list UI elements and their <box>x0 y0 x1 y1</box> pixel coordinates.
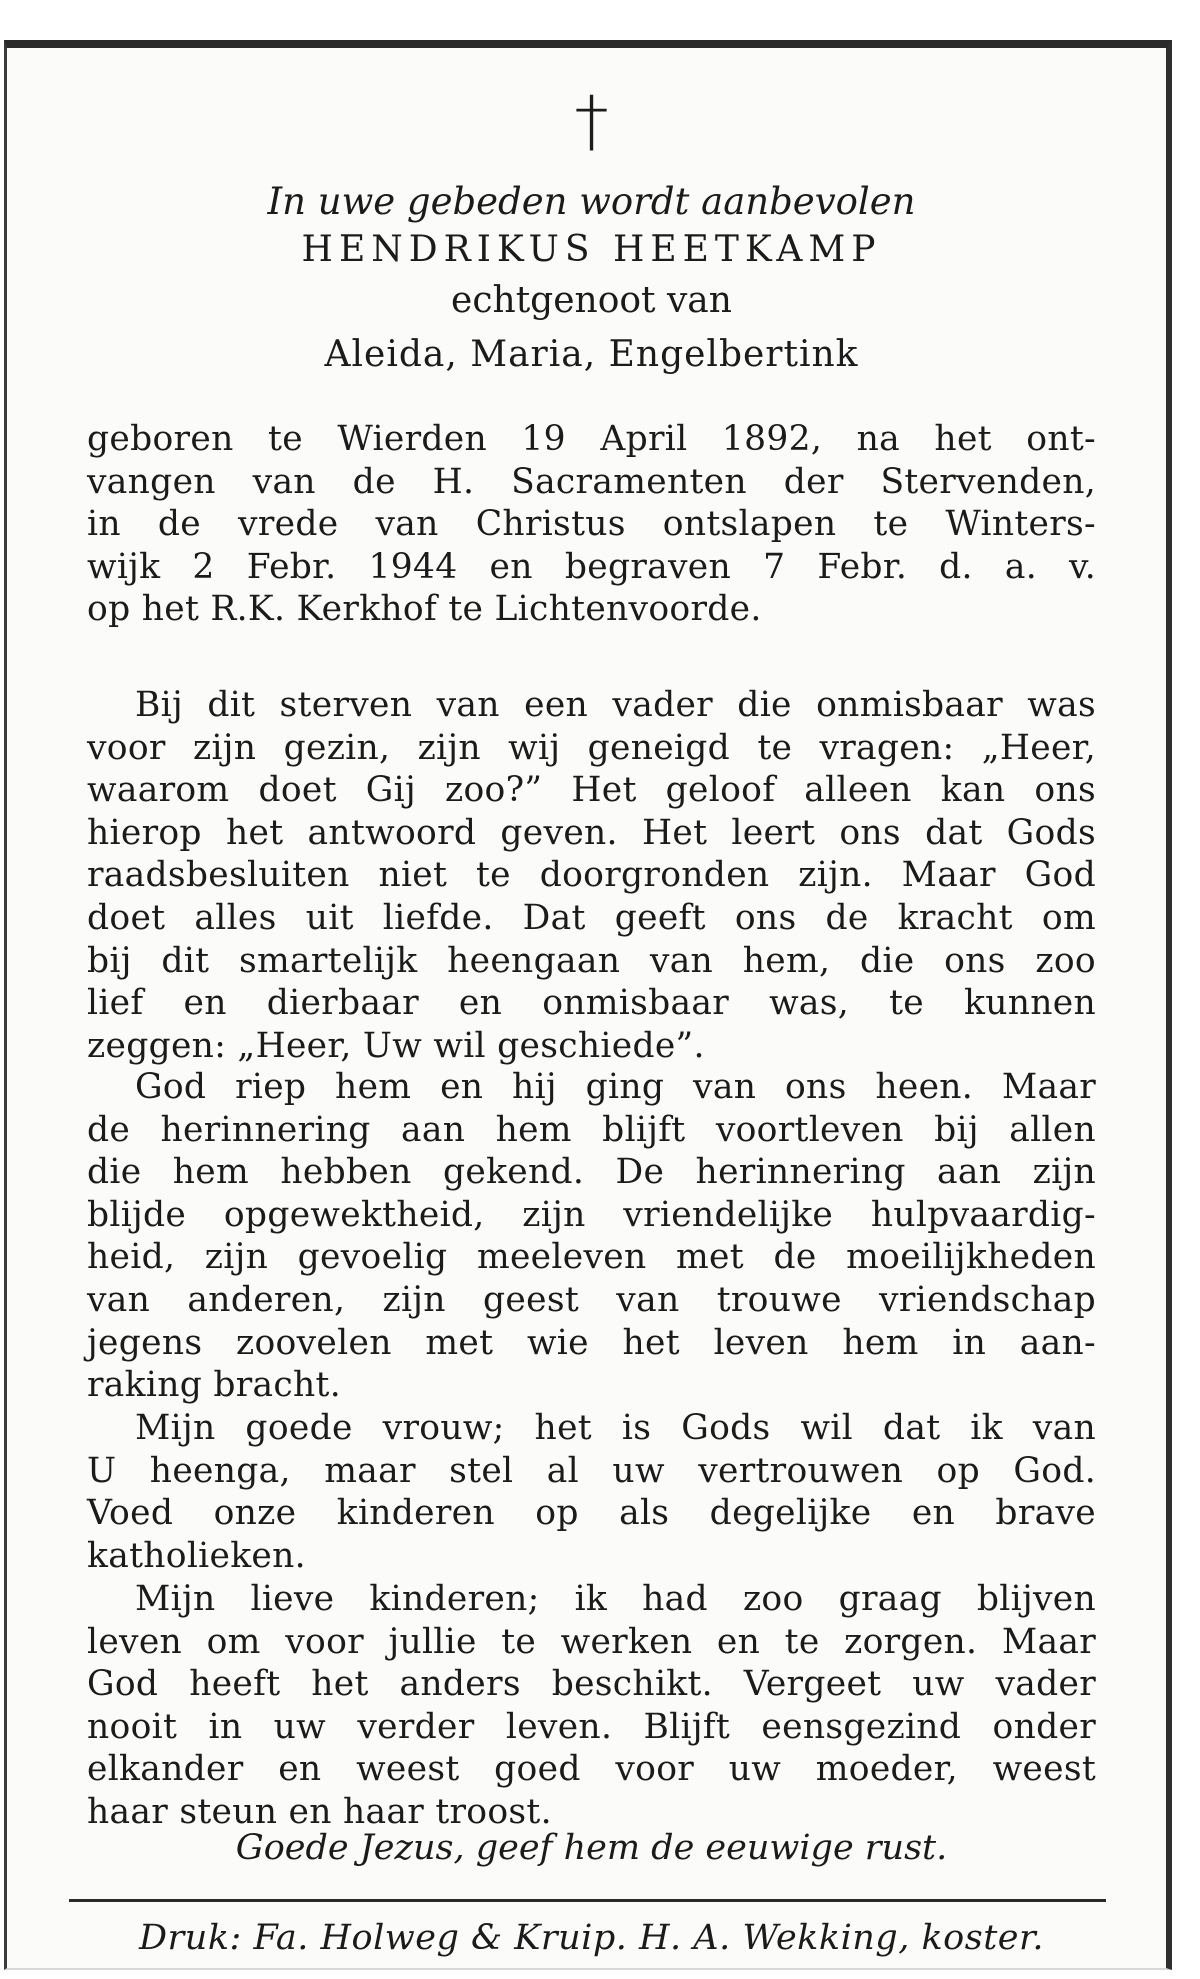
paragraph-line: lief en dierbaar en onmisbaar was, te kunnen <box>87 983 1096 1024</box>
paragraph-line: God heeft het anders beschikt. Vergeet uw vader <box>87 1664 1096 1705</box>
paragraph-3 <box>87 1407 1096 1577</box>
paragraph-line: van anderen, zijn geest van trouwe vriendschap <box>87 1279 1096 1320</box>
paragraph-line: katholieken. <box>87 1535 306 1576</box>
divider <box>69 1899 1106 1902</box>
biography-line: wijk 2 Febr. 1944 en begraven 7 Febr. d. a. v. <box>87 546 1096 587</box>
paragraph-line: heid, zijn gevoelig meeleven met de moeilijkheden <box>87 1237 1096 1278</box>
paragraph-line: doet alles uit liefde. Dat geeft ons de kracht om <box>87 897 1096 938</box>
paragraph-line: jegens zoovelen met wie het leven hem in aan- <box>87 1322 1096 1363</box>
paragraph-line: blijde opgewektheid, zijn vriendelijke hulpvaardig- <box>87 1194 1096 1235</box>
paragraph-1 <box>87 684 1096 1067</box>
paragraph-line: Mijn goede vrouw; het is Gods wil dat ik van <box>135 1408 1096 1448</box>
paragraph-2 <box>87 1066 1096 1407</box>
paragraph-line: Voed onze kinderen op als degelijke en brave <box>87 1493 1096 1534</box>
paragraph-line: hierop het antwoord geven. Het leert ons dat Gods <box>87 812 1096 853</box>
spouse-name: Aleida, Maria, Engelbertink <box>324 334 859 375</box>
paragraph-line: Bij dit sterven van een vader die onmisbaar was <box>135 685 1096 725</box>
paragraph-line: elkander en weest goed voor uw moeder, weest <box>87 1749 1096 1790</box>
biography-paragraph <box>87 418 1096 631</box>
memorial-card <box>4 40 1172 1970</box>
paragraph-line: voor zijn gezin, zijn wij geneigd te vragen: „Heer, <box>87 727 1096 768</box>
card-content <box>87 48 1096 1968</box>
closing-prayer: Goede Jezus, geef hem de eeuwige rust. <box>235 1828 948 1868</box>
biography-line: geboren te Wierden 19 April 1892, na het ont- <box>87 419 1096 459</box>
printer-credit: Druk: Fa. Holweg & Kruip. H. A. Wekking, koster. <box>139 1918 1044 1958</box>
paragraph-4 <box>87 1578 1096 1834</box>
paragraph-line: waarom doet Gij zoo?” Het geloof alleen kan ons <box>87 770 1096 811</box>
spouse-label: echtgenoot van <box>451 280 732 321</box>
paragraph-line: die hem hebben gekend. De herinnering aan zijn <box>87 1152 1096 1193</box>
biography-line: vangen van de H. Sacramenten der Stervenden, <box>87 461 1096 502</box>
deceased-name: HENDRIKUS HEETKAMP <box>301 229 882 270</box>
intro-line: In uwe gebeden wordt aanbevolen <box>267 180 916 223</box>
paragraph-line: zeggen: „Heer, Uw wil geschiede”. <box>87 1025 705 1066</box>
paragraph-line: God riep hem en hij ging van ons heen. Maar <box>135 1067 1096 1107</box>
paragraph-line: haar steun en haar troost. <box>87 1791 552 1832</box>
biography-line: in de vrede van Christus ontslapen te Winters- <box>87 504 1096 545</box>
biography-line: op het R.K. Kerkhof te Lichtenvoorde. <box>87 589 762 630</box>
paragraph-line: de herinnering aan hem blijft voortleven bij allen <box>87 1109 1096 1150</box>
paragraph-line: raking bracht. <box>87 1365 341 1406</box>
paragraph-line: Mijn lieve kinderen; ik had zoo graag blijven <box>135 1579 1096 1619</box>
paragraph-line: leven om voor jullie te werken en te zorgen. Maar <box>87 1621 1096 1662</box>
paragraph-line: U heenga, maar stel al uw vertrouwen op God. <box>87 1450 1096 1491</box>
paragraph-line: bij dit smartelijk heengaan van hem, die ons zoo <box>87 940 1096 981</box>
paragraph-line: raadsbesluiten niet te doorgronden zijn. Maar God <box>87 855 1096 896</box>
cross-icon: † <box>574 82 609 161</box>
paragraph-line: nooit in uw verder leven. Blijft eensgezind onder <box>87 1706 1096 1747</box>
